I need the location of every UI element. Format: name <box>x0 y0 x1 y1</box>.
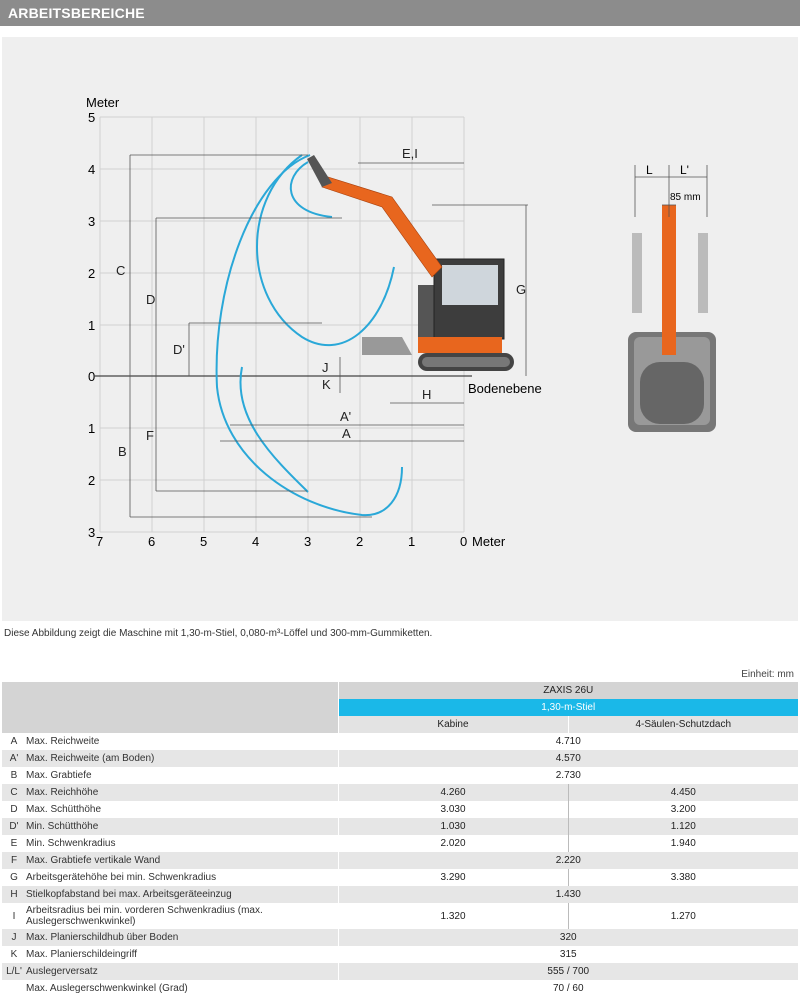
row-label: Max. Schütthöhe <box>26 801 338 818</box>
row-value: 4.710 <box>338 733 798 750</box>
bucket-curve-top <box>291 162 332 217</box>
row-value: 2.220 <box>338 852 798 869</box>
row-value: 315 <box>338 946 798 963</box>
row-code: B <box>2 767 26 784</box>
table-row <box>2 767 798 784</box>
dim-label-a: A <box>342 426 351 441</box>
row-label: Max. Reichweite (am Boden) <box>26 750 338 767</box>
working-range-curves <box>217 155 402 515</box>
section-title: ARBEITSBEREICHE <box>0 0 800 26</box>
row-code: I <box>2 903 26 929</box>
spec-table <box>2 682 798 997</box>
x-tick-label: 0 <box>460 534 468 549</box>
row-value: 2.730 <box>338 767 798 784</box>
dim-label-h: H <box>422 387 432 402</box>
row-value-cabin: 3.030 <box>338 801 568 818</box>
y-tick-label: 3 <box>88 525 96 540</box>
row-value: 70 / 60 <box>338 980 798 997</box>
dim-label-j: J <box>322 360 329 375</box>
table-header-model-row <box>2 682 798 699</box>
dim-label-f: F <box>146 428 154 443</box>
table-row <box>2 733 798 750</box>
row-value-cabin: 1.030 <box>338 818 568 835</box>
dim-label-d: D <box>146 292 156 307</box>
y-tick-label: 2 <box>88 266 96 281</box>
dim-label-b: B <box>118 444 127 459</box>
front-label-l-prime: L' <box>680 163 689 177</box>
table-row <box>2 929 798 946</box>
row-code: L/L' <box>2 963 26 980</box>
row-label: Arbeitsgerätehöhe bei min. Schwenkradius <box>26 869 338 886</box>
x-tick-label: 6 <box>148 534 156 549</box>
y-tick-label: 1 <box>88 421 96 436</box>
x-tick-label: 1 <box>408 534 416 549</box>
front-offset-label: 85 mm <box>670 192 701 203</box>
column-header-canopy: 4-Säulen-Schutzdach <box>568 716 798 733</box>
row-value-cabin: 3.290 <box>338 869 568 886</box>
y-tick-label: 3 <box>88 214 96 229</box>
row-code: E <box>2 835 26 852</box>
row-value-canopy: 3.200 <box>568 801 798 818</box>
dim-label-g: G <box>516 282 527 297</box>
row-value-canopy: 1.270 <box>568 903 798 929</box>
row-code: G <box>2 869 26 886</box>
arm-length: 1,30-m-Stiel <box>338 699 798 716</box>
row-label: Max. Reichweite <box>26 733 338 750</box>
excavator-side-view <box>307 155 514 371</box>
x-axis-title: Meter <box>472 534 506 549</box>
row-label: Max. Auslegerschwenkwinkel (Grad) <box>26 980 338 997</box>
dim-label-k: K <box>322 377 331 392</box>
y-tick-label: 5 <box>88 110 96 125</box>
dim-label-c: C <box>116 263 126 278</box>
row-value: 1.430 <box>338 886 798 903</box>
x-tick-label: 3 <box>304 534 312 549</box>
row-code: A <box>2 733 26 750</box>
row-code: F <box>2 852 26 869</box>
column-header-cabin: Kabine <box>338 716 568 733</box>
ground-label: Bodenebene <box>468 381 542 396</box>
row-label: Min. Schütthöhe <box>26 818 338 835</box>
y-axis-title: Meter <box>86 95 120 110</box>
model-name: ZAXIS 26U <box>338 682 798 699</box>
y-tick-label: 4 <box>88 162 96 177</box>
excavator-front-view <box>628 163 716 432</box>
x-tick-label: 2 <box>356 534 364 549</box>
row-code: D' <box>2 818 26 835</box>
dim-label-d-prime: D' <box>173 342 185 357</box>
front-label-l: L <box>646 163 653 177</box>
row-value-canopy: 1.940 <box>568 835 798 852</box>
row-label: Max. Grabtiefe vertikale Wand <box>26 852 338 869</box>
row-label: Max. Grabtiefe <box>26 767 338 784</box>
table-row <box>2 835 798 852</box>
row-value-cabin: 2.020 <box>338 835 568 852</box>
table-header-blank <box>2 682 338 733</box>
row-value: 555 / 700 <box>338 963 798 980</box>
row-value-canopy: 4.450 <box>568 784 798 801</box>
row-label: Max. Planierschildeingriff <box>26 946 338 963</box>
row-value-canopy: 1.120 <box>568 818 798 835</box>
row-code: J <box>2 929 26 946</box>
y-tick-label: 1 <box>88 318 96 333</box>
diagram-svg <box>2 37 798 621</box>
table-row <box>2 852 798 869</box>
row-code: C <box>2 784 26 801</box>
x-tick-label: 5 <box>200 534 208 549</box>
dim-label-a-prime: A' <box>340 409 352 424</box>
row-value-cabin: 1.320 <box>338 903 568 929</box>
table-row <box>2 750 798 767</box>
row-code: H <box>2 886 26 903</box>
row-value: 320 <box>338 929 798 946</box>
table-row <box>2 818 798 835</box>
row-label: Auslegerversatz <box>26 963 338 980</box>
unit-note: Einheit: mm <box>741 669 794 680</box>
y-tick-label: 2 <box>88 473 96 488</box>
y-tick-label: 0 <box>88 369 96 384</box>
row-code <box>2 980 26 997</box>
row-label: Min. Schwenkradius <box>26 835 338 852</box>
row-label: Arbeitsradius bei min. vorderen Schwenkradius (max. Auslegerschwenkwinkel) <box>26 903 338 929</box>
row-value: 4.570 <box>338 750 798 767</box>
table-row <box>2 963 798 980</box>
lower-curve <box>240 367 308 492</box>
diagram-caption: Diese Abbildung zeigt die Maschine mit 1,30-m-Stiel, 0,080-m³-Löffel und 300-mm-Gummiketten. <box>4 628 433 639</box>
table-row <box>2 869 798 886</box>
working-range-diagram <box>2 37 798 621</box>
row-value-canopy: 3.380 <box>568 869 798 886</box>
table-row <box>2 946 798 963</box>
x-tick-label: 4 <box>252 534 260 549</box>
row-code: A' <box>2 750 26 767</box>
row-label: Max. Reichhöhe <box>26 784 338 801</box>
dim-label-ei: E,I <box>402 146 418 161</box>
table-row <box>2 886 798 903</box>
row-code: D <box>2 801 26 818</box>
row-value-cabin: 4.260 <box>338 784 568 801</box>
table-row <box>2 903 798 929</box>
max-reach-curve <box>217 155 402 515</box>
x-tick-label: 7 <box>96 534 104 549</box>
row-label: Max. Planierschildhub über Boden <box>26 929 338 946</box>
row-code: K <box>2 946 26 963</box>
row-label: Stielkopfabstand bei max. Arbeitsgeräteeinzug <box>26 886 338 903</box>
table-row <box>2 784 798 801</box>
table-row <box>2 980 798 997</box>
table-row <box>2 801 798 818</box>
